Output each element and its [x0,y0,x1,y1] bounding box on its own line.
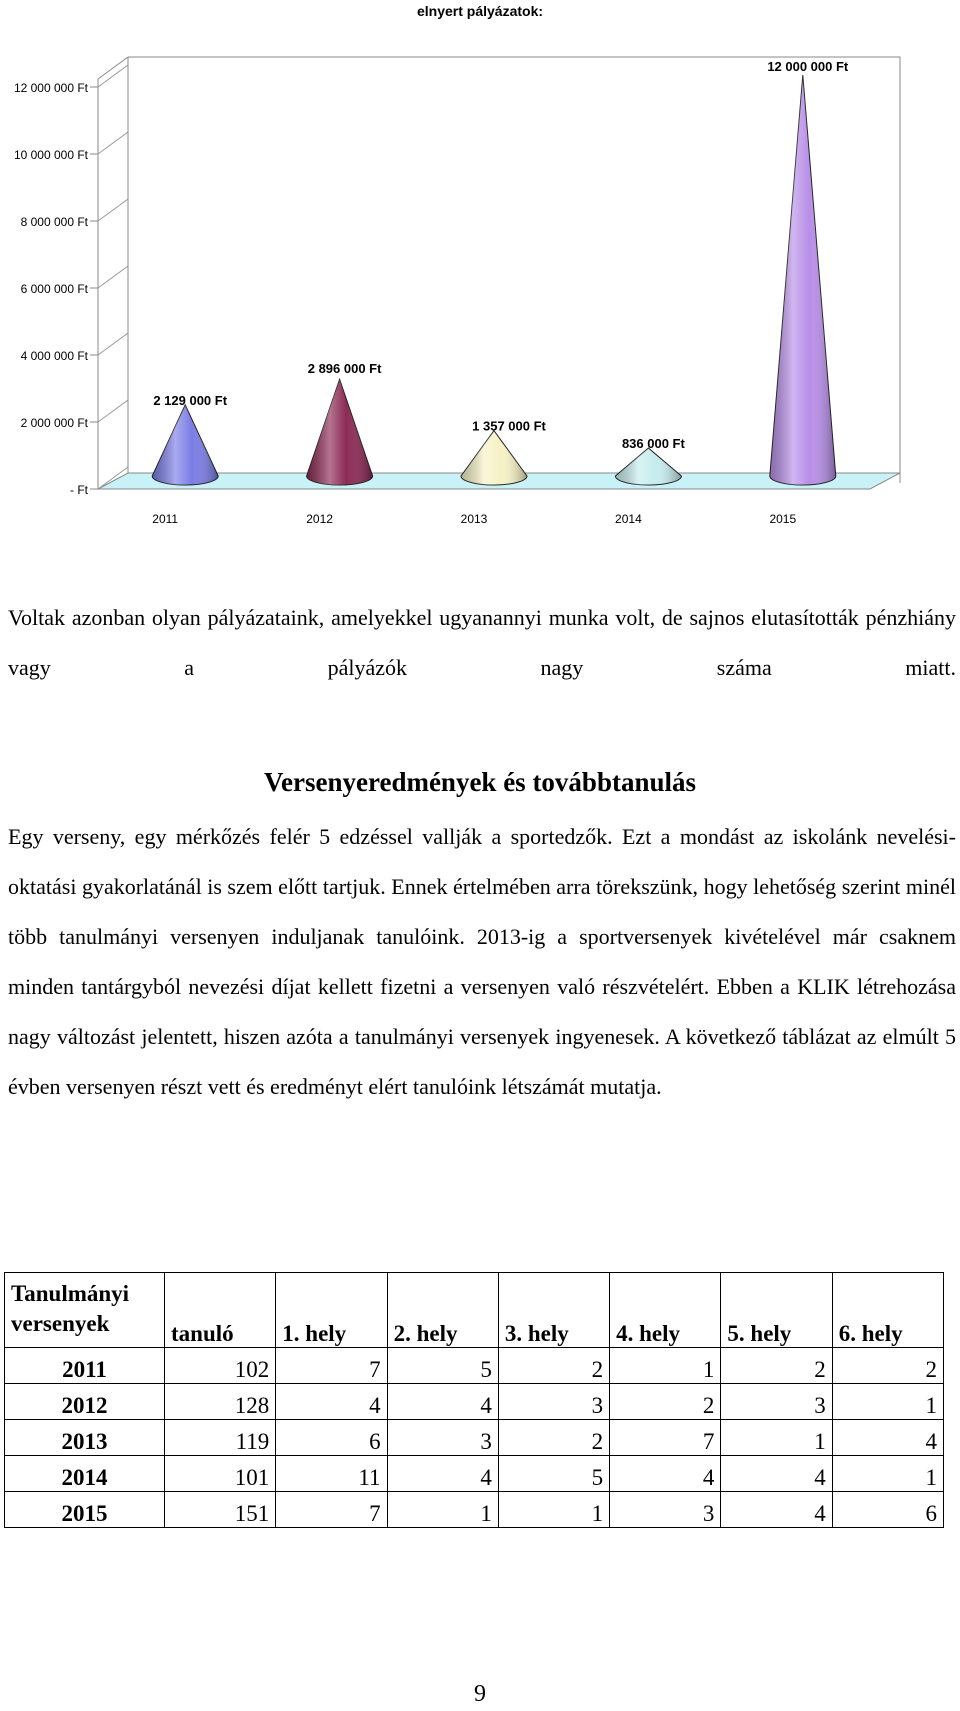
table-cell: 1 [721,1420,832,1456]
y-tick-label: 4 000 000 Ft [20,349,88,363]
table-cell: 7 [276,1348,387,1384]
table-header-row [5,1273,944,1348]
x-axis-ticks [152,512,796,526]
table-cell: 2 [610,1384,721,1420]
cone-shading [307,379,373,485]
competition-results-table [4,1272,944,1528]
table-corner-label: Tanulmányi versenyek [5,1273,165,1348]
data-labels [153,59,849,451]
row-year: 2011 [5,1348,165,1384]
table-cell: 1 [387,1492,498,1528]
table-cell: 1 [832,1456,943,1492]
data-label: 2 129 000 Ft [153,392,228,408]
table-cell: 101 [165,1456,276,1492]
chart-side-wall [98,57,128,489]
x-tick-label: 2015 [769,512,797,526]
paragraph-competitions: Egy verseny, egy mérkőzés felér 5 edzéssel vallják a sportedzők. Ezt a mondást az iskolánk nevelési-oktatási gyakorlatánál is szem előtt tartjuk. Ennek értelmében arra törekszünk, hogy lehetőség szerint minél több tanulmányi versenyen induljanak tanulóink. 2013-ig a sportversenyek kivételével már csaknem minden tantárgyból nevezési díjat kellett fizetni a versenyen való részvételért. Ebben a KLIK létrehozása nagy változást jelentett, hiszen azóta a tanulmányi versenyek ingyenesek. A következő táblázat az elmúlt 5 évben versenyen részt vett és eredményt elért tanulóink létszámát mutatja. [8,824,956,1099]
table-row [5,1348,944,1384]
cone-shading [615,448,681,485]
table-cell: 3 [721,1384,832,1420]
table-cell: 4 [387,1384,498,1420]
data-label: 12 000 000 Ft [767,59,849,74]
row-year: 2012 [5,1384,165,1420]
table-cell: 4 [610,1456,721,1492]
table-cell: 3 [610,1492,721,1528]
table-cell: 11 [276,1456,387,1492]
y-tick-depth-line [98,266,128,288]
table-cell: 6 [276,1420,387,1456]
table-cell: 4 [721,1456,832,1492]
table-cell: 3 [498,1384,609,1420]
table-cell: 4 [276,1384,387,1420]
table-cell: 5 [387,1348,498,1384]
page-number: 9 [474,1681,486,1707]
y-axis-ticks [14,65,128,497]
table-cell: 6 [832,1492,943,1528]
column-header: 6. hely [832,1273,943,1348]
y-tick-label: 6 000 000 Ft [20,282,88,296]
chart-title: elnyert pályázatok: [416,3,544,19]
table-cell: 1 [610,1348,721,1384]
column-header: 3. hely [498,1273,609,1348]
table-cell: 2 [721,1348,832,1384]
table-cell: 4 [832,1420,943,1456]
row-year: 2014 [5,1456,165,1492]
y-tick-depth-line [98,199,128,221]
table-row [5,1492,944,1528]
column-header: 5. hely [721,1273,832,1348]
table-cell: 1 [498,1492,609,1528]
grant-cone-chart [0,30,960,550]
x-tick-label: 2012 [306,512,333,526]
paragraph-rejected-grants: Voltak azonban olyan pályázataink, amelyekkel ugyanannyi munka volt, de sajnos elutasították pénzhiány vagy a pályázók nagy száma miatt. [8,605,956,680]
table-cell: 102 [165,1348,276,1384]
table-cell: 2 [498,1420,609,1456]
cone-shading [461,431,527,485]
table-cell: 5 [498,1456,609,1492]
table-cell: 1 [832,1384,943,1420]
data-label: 2 896 000 Ft [307,361,382,377]
table-cell: 128 [165,1384,276,1420]
table-cell: 119 [165,1420,276,1456]
data-label: 836 000 Ft [621,436,685,452]
y-tick-depth-line [98,400,128,422]
table-row [5,1384,944,1420]
table-cell: 151 [165,1492,276,1528]
column-header: 1. hely [276,1273,387,1348]
cone-shading [152,405,218,485]
column-header: 4. hely [610,1273,721,1348]
table-cell: 2 [832,1348,943,1384]
section-heading: Versenyeredmények és továbbtanulás [263,767,696,797]
column-header: 2. hely [387,1273,498,1348]
row-year: 2015 [5,1492,165,1528]
table-cell: 4 [387,1456,498,1492]
table-cell: 7 [276,1492,387,1528]
y-tick-depth-line [98,333,128,355]
cone-shading [770,75,836,485]
table-cell: 2 [498,1348,609,1384]
table-row [5,1420,944,1456]
y-tick-depth-line [98,132,128,154]
y-tick-label: 12 000 000 Ft [13,81,88,95]
x-tick-label: 2013 [460,512,488,526]
y-tick-label: 2 000 000 Ft [20,416,88,430]
table-row [5,1456,944,1492]
y-tick-label: 8 000 000 Ft [20,215,88,229]
table-cell: 4 [721,1492,832,1528]
y-tick-label: - Ft [70,483,88,497]
column-header: tanuló [165,1273,276,1348]
table-cell: 7 [610,1420,721,1456]
y-tick-label: 10 000 000 Ft [13,148,88,162]
table-cell: 3 [387,1420,498,1456]
x-tick-label: 2011 [152,512,179,526]
data-label: 1 357 000 Ft [472,418,546,434]
x-tick-label: 2014 [615,512,642,526]
row-year: 2013 [5,1420,165,1456]
